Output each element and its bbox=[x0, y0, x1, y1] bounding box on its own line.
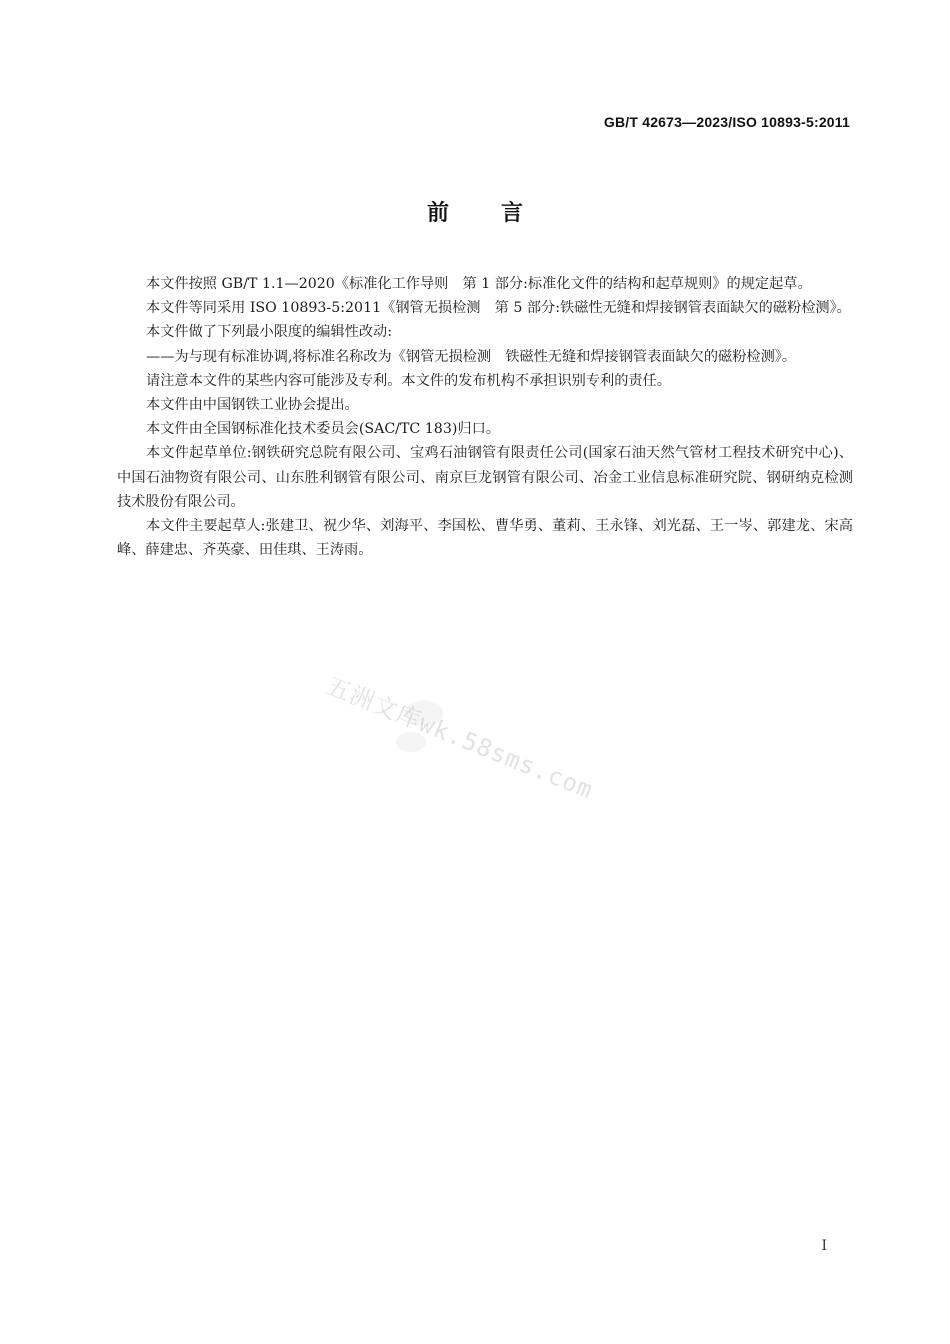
page-title bbox=[0, 196, 950, 227]
paragraph-proposer: 本文件由中国钢铁工业协会提出。 bbox=[146, 397, 359, 414]
paragraph-iso-adoption: 本文件等同采用 ISO 10893-5:2011《钢管无损检测 第 5 部分:铁磁性无缝和焊接钢管表面缺欠的磁粉检测》。 bbox=[146, 300, 851, 317]
paragraph-drafting-rules: 本文件按照 GB/T 1.1—2020《标准化工作导则 第 1 部分:标准化文件的结构和起草规则》的规定起草。 bbox=[146, 276, 812, 292]
title-char-2: 言 bbox=[501, 200, 524, 226]
paragraph-editorial-changes: 本文件做了下列最小限度的编辑性改动: bbox=[146, 324, 392, 341]
page-number: I bbox=[821, 1238, 827, 1254]
watermark-text: 五洲文库wk.58sms.com bbox=[322, 671, 598, 805]
list-item-title-change: ——为与现有标准协调,将标准名称改为《钢管无损检测 铁磁性无缝和焊接钢管表面缺欠的磁粉检测》。 bbox=[146, 348, 797, 365]
paragraph-drafting-units: 本文件起草单位:钢铁研究总院有限公司、宝鸡石油钢管有限责任公司(国家石油天然气管材工程技术研究中心)、中国石油物资有限公司、山东胜利钢管有限公司、南京巨龙钢管有限公司、冶金工业信息标准研究院、钢研纳克检测技术股份有限公司。 bbox=[117, 445, 853, 510]
foreword-body bbox=[117, 272, 853, 562]
title-char-1: 前 bbox=[426, 200, 449, 226]
paragraph-drafters: 本文件主要起草人:张建卫、祝少华、刘海平、李国松、曹华勇、董莉、王永锋、刘光磊、王一岑、郭建龙、宋高峰、薛建忠、齐英豪、田佳琪、王涛雨。 bbox=[117, 518, 853, 559]
paragraph-committee: 本文件由全国钢标准化技术委员会(SAC/TC 183)归口。 bbox=[146, 421, 500, 438]
paragraph-patent-notice: 请注意本文件的某些内容可能涉及专利。本文件的发布机构不承担识别专利的责任。 bbox=[146, 372, 671, 389]
standard-code-header: GB/T 42673—2023/ISO 10893-5:2011 bbox=[603, 114, 850, 130]
